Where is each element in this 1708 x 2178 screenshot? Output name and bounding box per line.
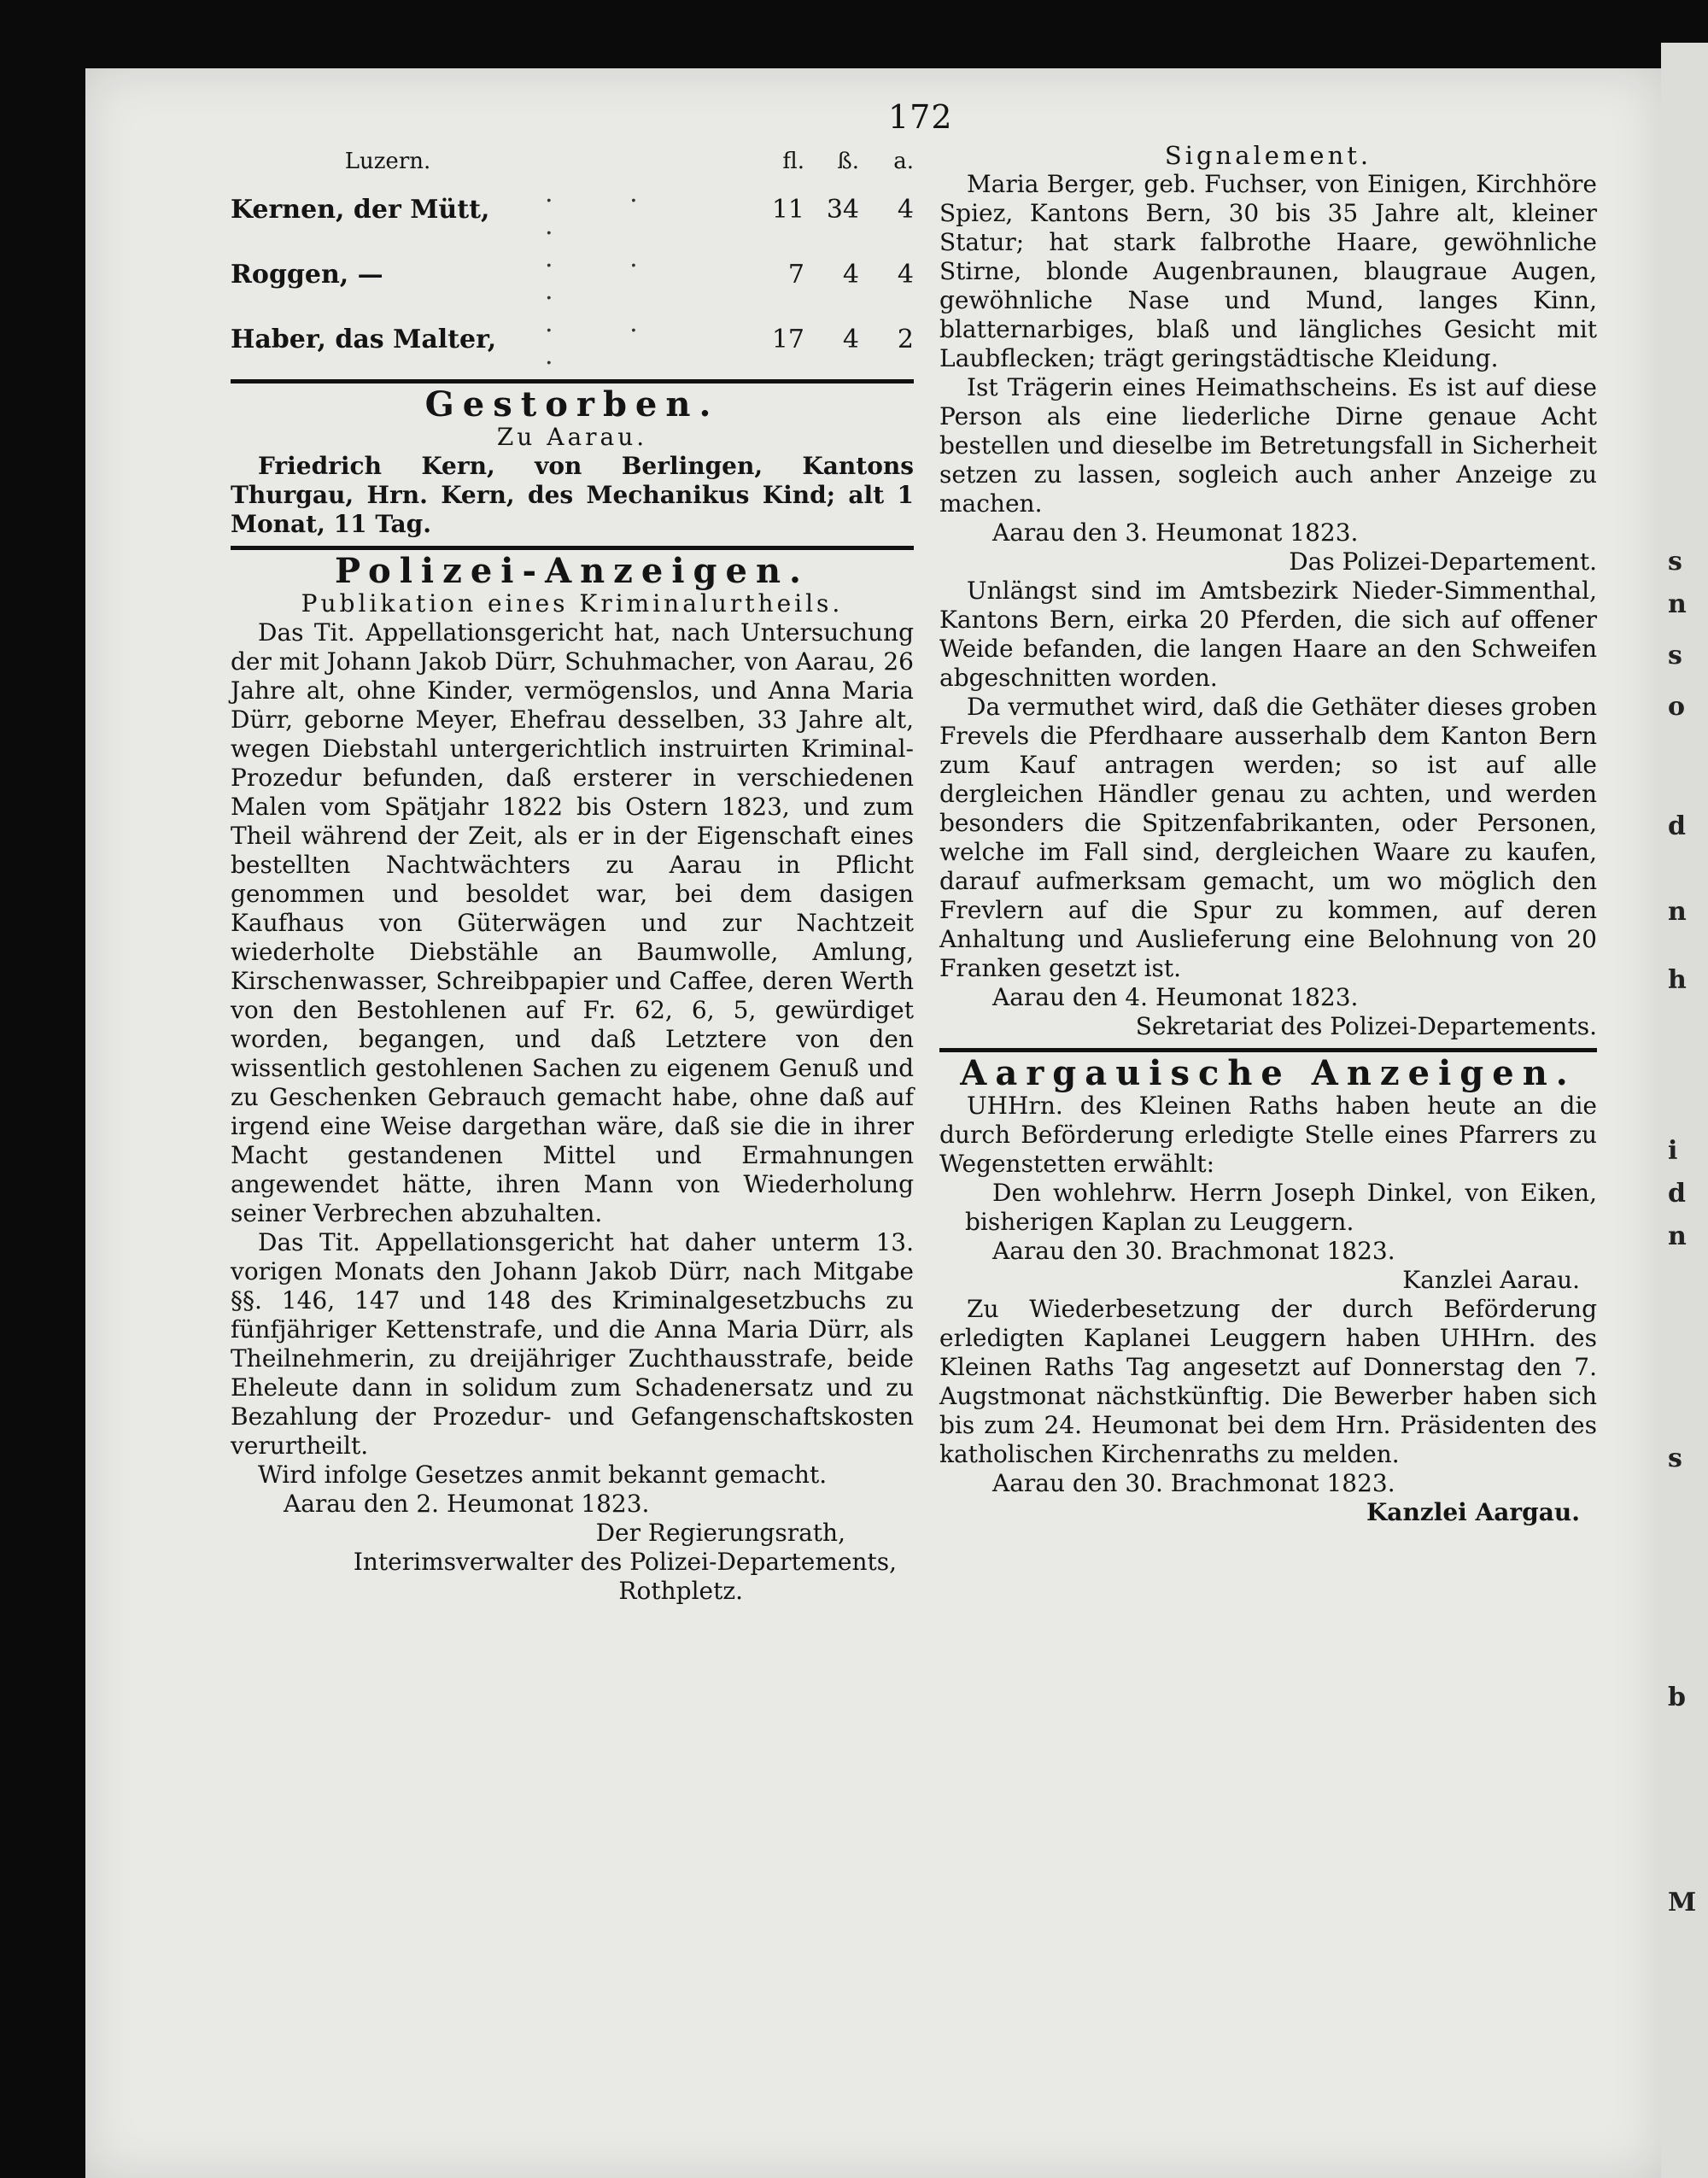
polizei-paragraph-3: Wird infolge Gesetzes anmit bekannt gemacht. — [258, 1461, 828, 1489]
aargauische-date-1: Aarau den 30. Brachmonat 1823. — [992, 1237, 1395, 1265]
price-s: 4 — [842, 260, 859, 290]
gestorben-place: Zu Aarau. — [496, 423, 648, 451]
price-item: Roggen, — — [231, 260, 383, 290]
price-item: Kernen, der Mütt, — [231, 195, 490, 225]
table-row — [231, 243, 914, 307]
divider — [939, 1048, 1597, 1052]
price-fl: 7 — [787, 260, 804, 290]
price-table-header — [231, 145, 914, 178]
polizei-signature-3: Rothpletz. — [618, 1577, 743, 1605]
polizei-signature-1: Der Regierungsrath, — [595, 1519, 845, 1547]
polizei-paragraph-2: Das Tit. Appellationsgericht hat daher unterm 13. vorigen Monats den Johann Jakob Dürr, nach Mitgabe §§. 146, 147 und 148 des Kriminalgesetzbuchs zu fünfjähriger Kettenstrafe, und die Anna Maria Dürr, als Theilnehmerin, zu dreijähriger Zuchthausstrafe, beide Eheleute dann in solidum zum Schadenersatz und zu Bezahlung der Prozedur- und Gefangenschaftskosten verurtheilt. — [231, 1228, 914, 1460]
signalement-text-2: Ist Trägerin eines Heimathscheins. Es ist auf diese Person als eine liederliche Dirne genaue Acht bestellen und dieselbe im Betretungsfall in Sicherheit setzen zu lassen, sogleich auch anher Anzeige zu machen. — [939, 373, 1597, 518]
leader-dots: . . . — [545, 308, 672, 371]
gestorben-heading: Gestorben. — [424, 384, 720, 424]
price-a: 2 — [897, 325, 914, 354]
table-row — [231, 307, 914, 372]
polizei-heading: Polizei-Anzeigen. — [335, 551, 810, 591]
pferde-date: Aarau den 4. Heumonat 1823. — [992, 983, 1359, 1011]
polizei-signature-2: Interimsverwalter des Polizei-Departements, — [353, 1548, 897, 1576]
unit-s: ß. — [837, 149, 859, 174]
grain-price-table — [231, 145, 914, 372]
price-a: 4 — [897, 195, 914, 225]
divider — [231, 379, 914, 383]
aargauische-text-3: Zu Wiederbesetzung der durch Beförderung erledigten Kaplanei Leuggern haben UHHrn. des Kleinen Raths Tag angesetzt auf Donnerstag den 7. Augstmonat nächstkünftig. Die Bewerber haben sich bis zum 24. Heumonat bei dem Hrn. Präsidenten des katholischen Kirchenraths zu melden. — [939, 1295, 1597, 1468]
polizei-paragraph-1: Das Tit. Appellationsgericht hat, nach Untersuchung der mit Johann Jakob Dürr, Schuhmacher, von Aarau, 26 Jahre alt, ohne Kinder, vermögenslos, und Anna Maria Dürr, geborne Meyer, Ehefrau desselben, 33 Jahre alt, wegen Diebstahl untergerichtlich instruirten Kriminal-Prozedur befunden, daß ersterer in verschiedenen Malen vom Spätjahr 1822 bis Ostern 1823, und zum Theil während der Zeit, als er in der Eigenschaft eines bestellten Nachtwächters zu Aarau in Pflicht genommen und besoldet war, bei dem dasigen Kaufhaus von Güterwägen und zur Nachtzeit wiederholte Diebstähle an Baumwolle, Amlung, Kirschenwasser, Schreibpapier und Caffee, deren Werth von den Bestohlenen auf Fr. 62, 6, 5, gewürdiget worden, begangen, und daß Letztere von den wissentlich gestohlenen Sachen zu eigenem Genuß und zu Geschenken Gebrauch gemacht habe, ohne daß auf irgend eine Weise dargethan wäre, daß sie die in ihrer Macht gestandenen Mittel und Ermahnungen angewendet hätte, ihren Mann von Wiederholung seiner Verbrechen abzuhalten. — [231, 618, 914, 1227]
aargauische-heading: Aargauische Anzeigen. — [960, 1053, 1576, 1093]
aargauische-text-2: Den wohlehrw. Herrn Joseph Dinkel, von Eiken, bisherigen Kaplan zu Leuggern. — [965, 1179, 1597, 1236]
pferde-text-1: Unlängst sind im Amtsbezirk Nieder-Simmenthal, Kantons Bern, eirka 20 Pferden, die sich auf offener Weide befanden, die langen Haare an den Schweifen abgeschnitten worden. — [939, 577, 1597, 692]
polizei-date: Aarau den 2. Heumonat 1823. — [284, 1490, 650, 1518]
aargauische-signature-1: Kanzlei Aarau. — [1402, 1266, 1580, 1294]
signalement-signature: Das Polizei-Departement. — [1289, 547, 1597, 576]
aargauische-date-2: Aarau den 30. Brachmonat 1823. — [992, 1469, 1395, 1497]
page-number: 172 — [888, 98, 953, 136]
price-table-title: Luzern. — [344, 149, 431, 174]
price-s: 4 — [842, 325, 859, 354]
signalement-text-1: Maria Berger, geb. Fuchser, von Einigen, Kirchhöre Spiez, Kantons Bern, 30 bis 35 Jahre alt, kleiner Statur; hat stark falbrothe Haare, gewöhnliche Stirne, blonde Augenbraunen, blaugraue Augen, gewöhnliche Nase und Mund, langes Kinn, blatternarbiges, blaß und längliches Gesicht mit Laubflecken; trägt geringstädtische Kleidung. — [939, 170, 1597, 372]
divider — [231, 546, 914, 550]
pferde-signature: Sekretariat des Polizei-Departements. — [1135, 1012, 1597, 1040]
adjacent-page-edge: s n s o d n h i d n s b M — [1661, 43, 1708, 2178]
price-fl: 17 — [771, 325, 804, 354]
signalement-heading: Signalement. — [1164, 141, 1372, 170]
pferde-text-2: Da vermuthet wird, daß die Gethäter dieses groben Frevels die Pferdhaare ausserhalb dem Kanton Bern zum Kauf antragen werden; so ist auf alle dergleichen Händler genau zu achten, und werden besonders die Spitzenfabrikanten, oder Personen, welche im Fall sind, dergleichen Waare zu kaufen, darauf aufmerksam gemacht, um wo möglich den Frevlern auf die Spur zu kommen, auf deren Anhaltung und Auslieferung eine Belohnung von 20 Franken gesetzt ist. — [939, 693, 1597, 982]
aargauische-text-1: UHHrn. des Kleinen Raths haben heute an die durch Beförderung erledigte Stelle eines Pfarrers zu Wegenstetten erwählt: — [939, 1092, 1597, 1178]
aargauische-signature-2: Kanzlei Aargau. — [1366, 1498, 1580, 1526]
left-column — [231, 145, 914, 1606]
unit-a: a. — [893, 149, 914, 174]
right-column — [939, 141, 1597, 1527]
price-fl: 11 — [771, 195, 804, 225]
leader-dots: . . . — [545, 243, 672, 306]
price-a: 4 — [897, 260, 914, 290]
price-item: Haber, das Malter, — [231, 325, 497, 354]
signalement-date: Aarau den 3. Heumonat 1823. — [992, 518, 1359, 547]
price-s: 34 — [826, 195, 859, 225]
unit-fl: fl. — [782, 149, 804, 174]
table-row — [231, 178, 914, 243]
polizei-subheading: Publikation eines Kriminalurtheils. — [301, 589, 844, 618]
gestorben-text: Friedrich Kern, von Berlingen, Kantons Thurgau, Hrn. Kern, des Mechanikus Kind; alt 1 Monat, 11 Tag. — [231, 452, 914, 538]
leader-dots: . . . — [545, 179, 672, 241]
